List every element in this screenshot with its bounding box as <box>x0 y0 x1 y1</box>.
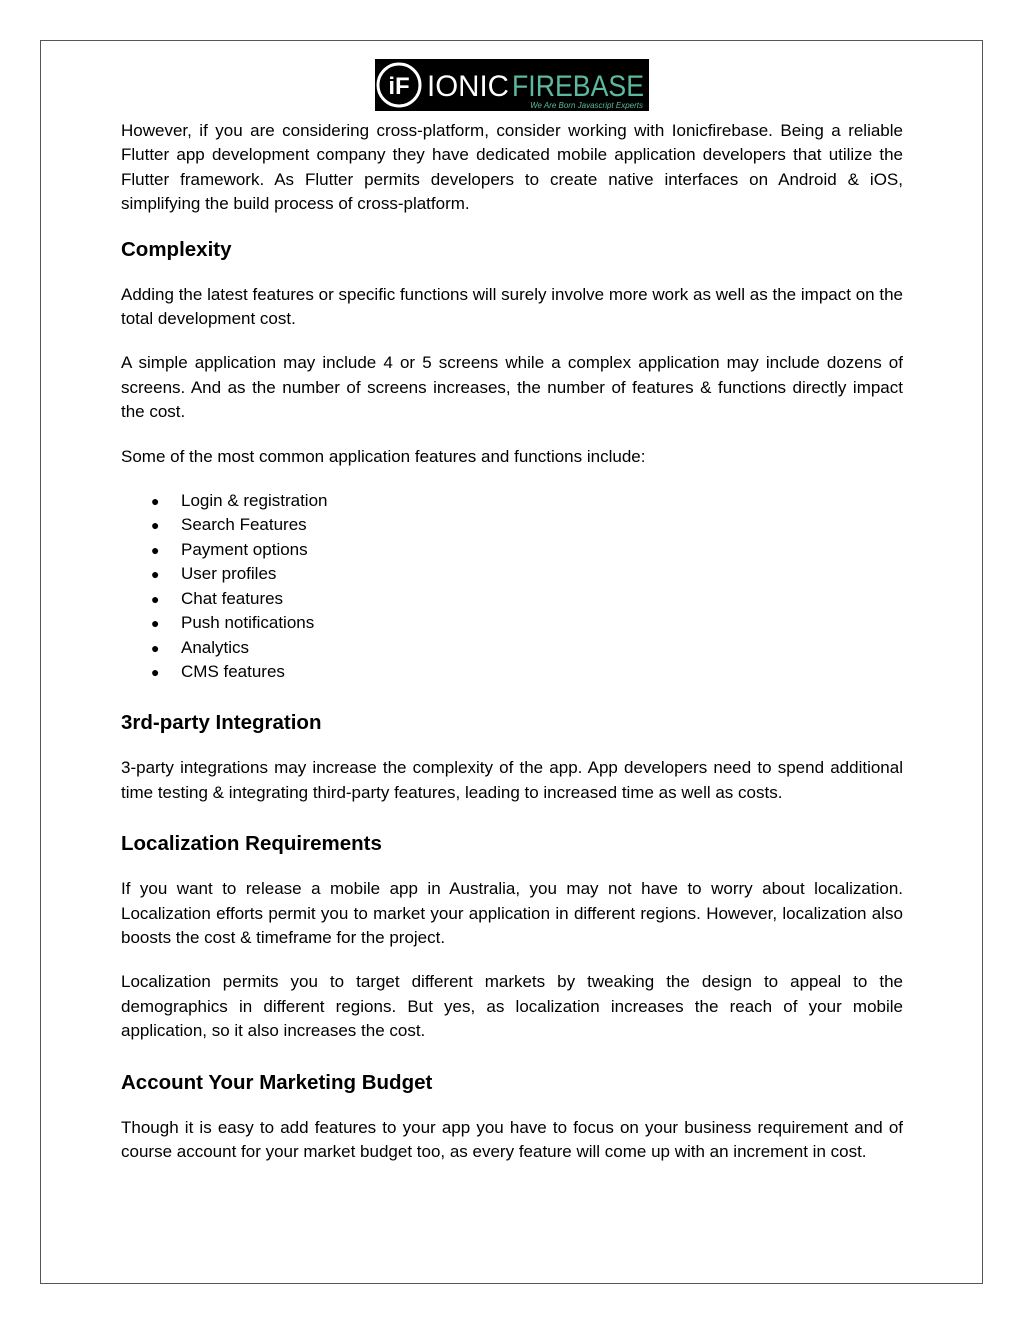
list-item <box>121 538 903 562</box>
bullet-icon: ● <box>151 639 160 656</box>
features-list <box>121 489 903 684</box>
bullet-icon: ● <box>151 517 160 534</box>
bullet-icon: ● <box>151 590 160 607</box>
localization-paragraph-2: Localization permits you to target different markets by tweaking the design to appeal to the demographics in different regions. But yes, as localization increases the reach of your mobile application, so it also increases the cost. <box>121 972 903 1041</box>
list-item-label: Chat features <box>181 588 284 608</box>
list-item-label: Analytics <box>181 637 250 657</box>
list-item-label: Search Features <box>181 515 307 535</box>
bullet-icon: ● <box>151 566 160 583</box>
marketing-paragraph-1: Though it is easy to add features to your app you have to focus on your business requirement and of course account for your market budget too, as every feature will come up with an increment in cost. <box>121 1117 903 1161</box>
third-party-paragraph-1: 3-party integrations may increase the complexity of the app. App developers need to spend additional time testing & integrating third-party features, leading to increased time as well as costs. <box>121 758 903 802</box>
list-item <box>121 562 903 586</box>
list-item <box>121 611 903 635</box>
complexity-paragraph-2: A simple application may include 4 or 5 screens while a complex application may include dozens of screens. And as the number of screens increases, the number of features & functions directly impact the cost. <box>121 353 903 422</box>
list-item-label: CMS features <box>181 661 285 681</box>
localization-paragraph-1: If you want to release a mobile app in Australia, you may not have to worry about localization. Localization efforts permit you to market your application in different regions. However, localization also boosts the cost & timeframe for the project. <box>121 879 903 947</box>
list-item <box>121 636 903 660</box>
list-item-label: Payment options <box>181 539 308 559</box>
bullet-icon: ● <box>151 663 160 680</box>
bullet-icon: ● <box>151 615 160 632</box>
logo-tagline: We Are Born Javascript Experts <box>530 101 643 110</box>
intro-paragraph: However, if you are considering cross-platform, consider working with Ionicfirebase. Being a reliable Flutter app development company they have dedicated mobile application developers that utilize the Flutter framework. As Flutter permits developers to create native interfaces on Android & iOS, simplifying the build process of cross-platform. <box>121 121 903 214</box>
complexity-paragraph-3: Some of the most common application features and functions include: <box>121 446 646 466</box>
bullet-icon: ● <box>151 493 160 510</box>
list-item <box>121 513 903 537</box>
logo-mark-text: iF <box>388 73 410 100</box>
heading-complexity: Complexity <box>121 237 232 261</box>
bullet-icon: ● <box>151 541 160 558</box>
logo-brand-left: IONIC <box>427 70 509 103</box>
ionicfirebase-logo <box>375 59 649 111</box>
list-item <box>121 660 903 684</box>
heading-marketing-budget: Account Your Marketing Budget <box>121 1070 433 1094</box>
heading-localization-requirements: Localization Requirements <box>121 832 382 856</box>
complexity-paragraph-1: Adding the latest features or specific functions will surely involve more work as well as the impact on the total development cost. <box>121 284 903 329</box>
list-item-label: Push notifications <box>181 613 315 633</box>
list-item-label: User profiles <box>181 564 277 584</box>
logo-brand-right: FIREBASE <box>512 70 644 103</box>
list-item-label: Login & registration <box>181 491 328 511</box>
heading-third-party-integration: 3rd-party Integration <box>121 711 322 735</box>
list-item <box>121 587 903 611</box>
document-body <box>121 119 903 1184</box>
list-item <box>121 489 903 513</box>
